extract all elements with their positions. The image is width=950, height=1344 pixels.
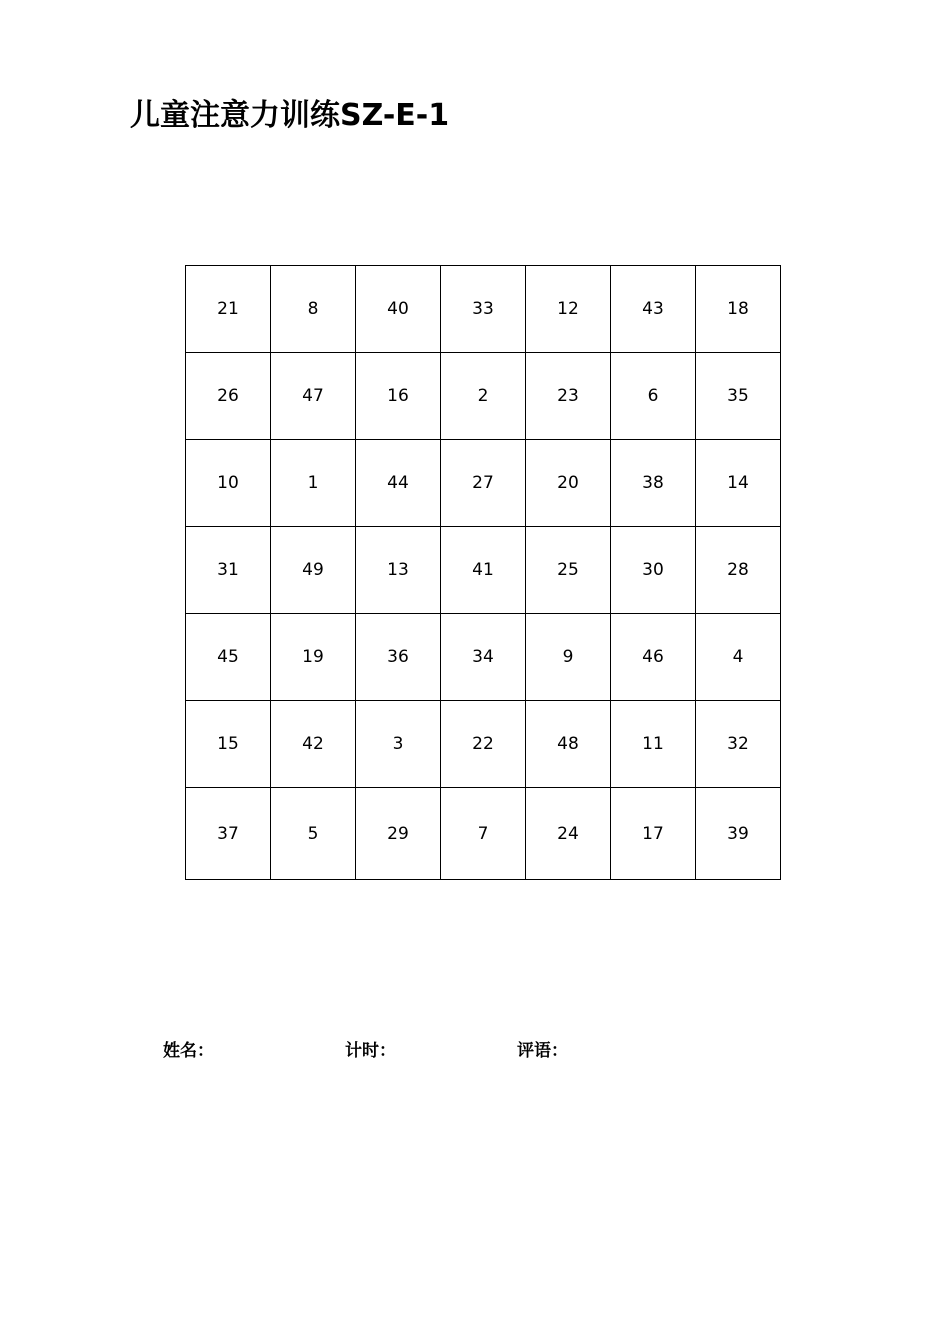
- grid-cell: 20: [526, 440, 611, 527]
- grid-cell: 19: [271, 614, 356, 701]
- grid-cell: 8: [271, 266, 356, 353]
- name-label: 姓名：: [163, 1041, 214, 1061]
- grid-cell: 33: [441, 266, 526, 353]
- number-grid: [185, 265, 781, 880]
- grid-cell: 16: [356, 353, 441, 440]
- grid-cell: 4: [696, 614, 781, 701]
- grid-cell: 6: [611, 353, 696, 440]
- grid-row: [186, 614, 781, 701]
- grid-cell: 9: [526, 614, 611, 701]
- grid-cell: 23: [526, 353, 611, 440]
- grid-cell: 47: [271, 353, 356, 440]
- grid-cell: 15: [186, 701, 271, 788]
- grid-cell: 13: [356, 527, 441, 614]
- grid-row: [186, 788, 781, 880]
- timer-label: 计时：: [345, 1041, 396, 1061]
- grid-cell: 5: [271, 788, 356, 880]
- grid-cell: 18: [696, 266, 781, 353]
- grid-cell: 40: [356, 266, 441, 353]
- grid-cell: 49: [271, 527, 356, 614]
- grid-cell: 21: [186, 266, 271, 353]
- grid-cell: 11: [611, 701, 696, 788]
- grid-row: [186, 353, 781, 440]
- grid-cell: 44: [356, 440, 441, 527]
- grid-cell: 48: [526, 701, 611, 788]
- grid-cell: 10: [186, 440, 271, 527]
- grid-cell: 12: [526, 266, 611, 353]
- grid-cell: 31: [186, 527, 271, 614]
- number-grid-body: [186, 266, 781, 880]
- grid-cell: 29: [356, 788, 441, 880]
- grid-row: [186, 527, 781, 614]
- grid-cell: 28: [696, 527, 781, 614]
- grid-cell: 38: [611, 440, 696, 527]
- grid-cell: 27: [441, 440, 526, 527]
- grid-cell: 2: [441, 353, 526, 440]
- grid-cell: 24: [526, 788, 611, 880]
- grid-cell: 1: [271, 440, 356, 527]
- grid-cell: 7: [441, 788, 526, 880]
- grid-cell: 3: [356, 701, 441, 788]
- grid-row: [186, 440, 781, 527]
- grid-cell: 22: [441, 701, 526, 788]
- grid-cell: 46: [611, 614, 696, 701]
- grid-cell: 36: [356, 614, 441, 701]
- grid-cell: 32: [696, 701, 781, 788]
- grid-cell: 14: [696, 440, 781, 527]
- grid-cell: 30: [611, 527, 696, 614]
- grid-cell: 25: [526, 527, 611, 614]
- grid-cell: 26: [186, 353, 271, 440]
- grid-cell: 41: [441, 527, 526, 614]
- grid-cell: 39: [696, 788, 781, 880]
- comment-label: 评语：: [517, 1041, 568, 1061]
- grid-cell: 43: [611, 266, 696, 353]
- grid-cell: 35: [696, 353, 781, 440]
- page-title: 儿童注意力训练SZ-E-1: [130, 98, 450, 133]
- grid-row: [186, 266, 781, 353]
- grid-cell: 45: [186, 614, 271, 701]
- grid-cell: 17: [611, 788, 696, 880]
- grid-cell: 42: [271, 701, 356, 788]
- grid-cell: 37: [186, 788, 271, 880]
- grid-row: [186, 701, 781, 788]
- grid-cell: 34: [441, 614, 526, 701]
